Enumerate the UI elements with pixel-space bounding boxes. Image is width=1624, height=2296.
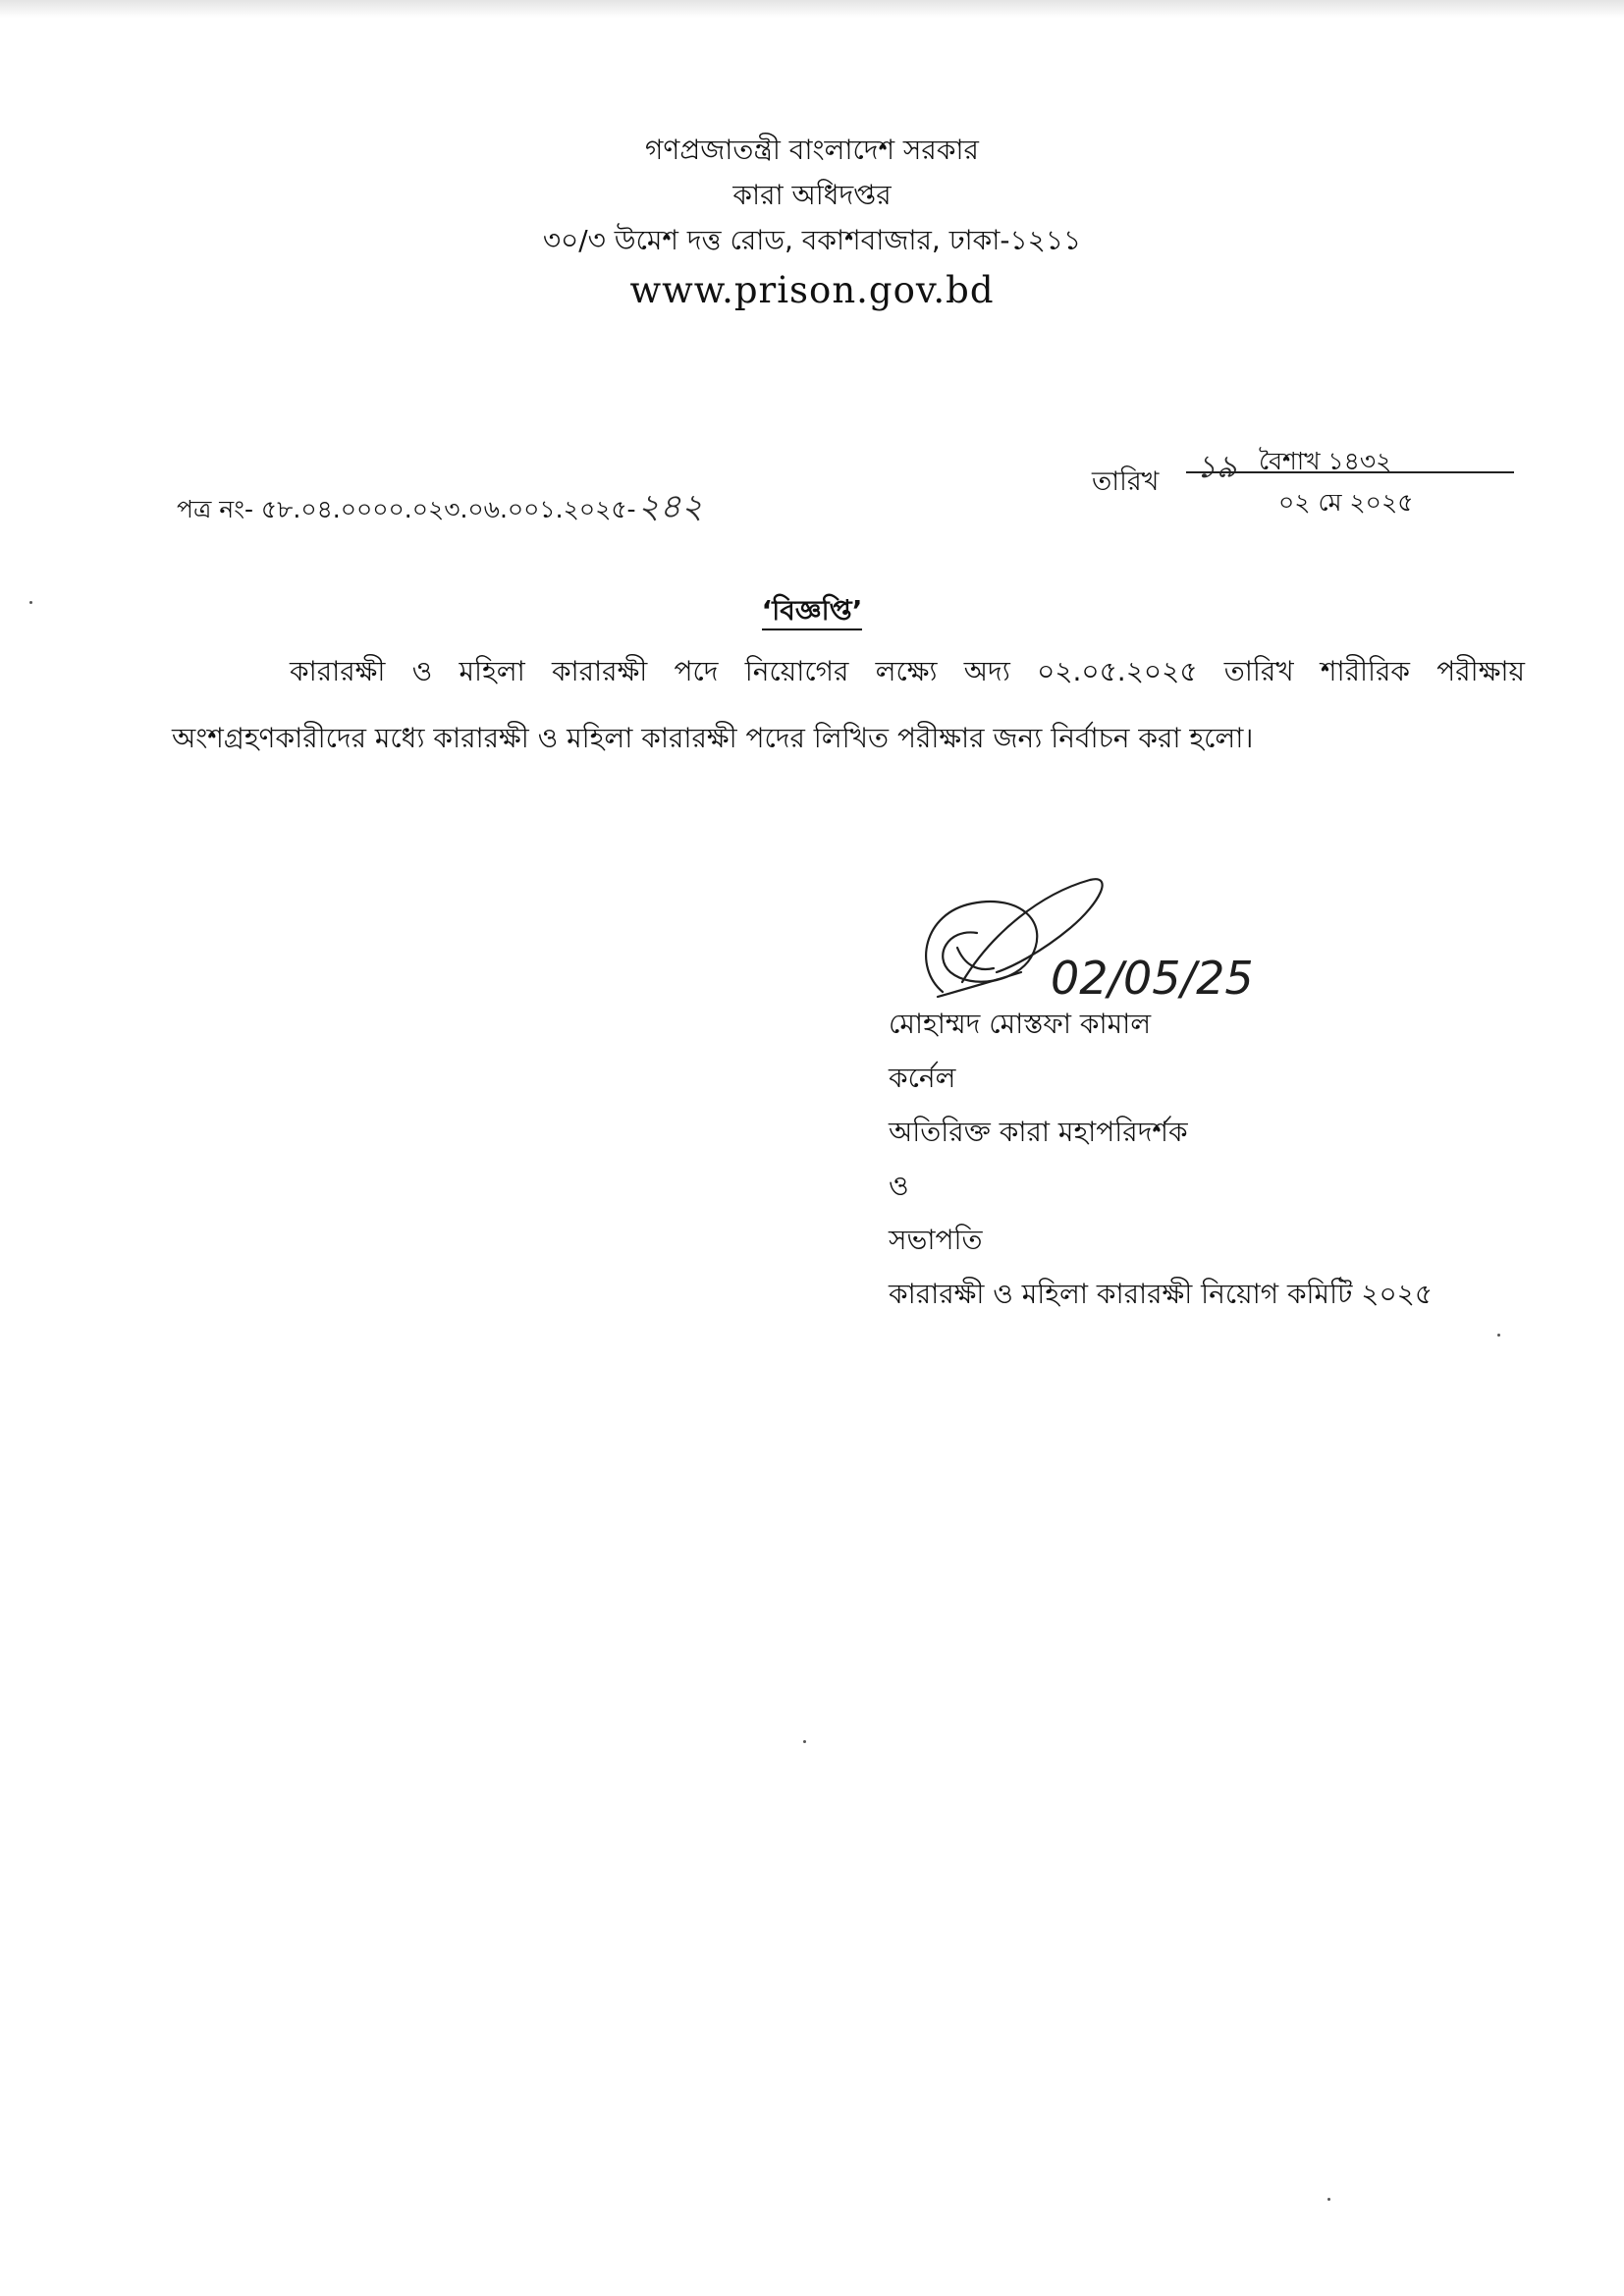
notice-body: কারারক্ষী ও মহিলা কারারক্ষী পদে নিয়োগের লক্ষ্যে অদ্য ০২.০৫.২০২৫ তারিখ শারীরিক পরীক্ষায় অংশগ্রহণকারীদের মধ্যে কারারক্ষী ও মহিলা কারারক্ষী পদের লিখিত পরীক্ষার জন্য নির্বাচন করা হলো। xyxy=(172,655,1525,754)
date-handwritten-day: ১৯ xyxy=(1196,448,1237,485)
memo-number xyxy=(177,481,703,537)
signatory-block xyxy=(889,997,1433,1321)
office-address: ৩০/৩ উমেশ দত্ত রোড, বকাশবাজার, ঢাকা-১২১১ xyxy=(542,224,1082,256)
scan-speck xyxy=(29,601,32,604)
scan-speck xyxy=(1497,1334,1500,1337)
scan-speck xyxy=(1327,2198,1330,2201)
notice-title xyxy=(0,589,1624,635)
government-name: গণপ্রজাতন্ত্রী বাংলাদেশ সরকার xyxy=(645,134,979,166)
date-bangla: বৈশাখ ১৪৩২ xyxy=(1259,447,1392,475)
signatory-designation: অতিরিক্ত কারা মহাপরিদর্শক xyxy=(889,1116,1188,1148)
scan-edge-shadow xyxy=(0,0,1624,18)
website-link[interactable]: www.prison.gov.bd xyxy=(629,269,995,311)
signatory-rank: কর্নেল xyxy=(889,1062,956,1094)
memo-number-text: পত্র নং- ৫৮.০৪.০০০০.০২৩.০৬.০০১.২০২৫- xyxy=(177,495,636,523)
signature-stroke xyxy=(938,972,1021,997)
date-english: ০২ মে ২০২৫ xyxy=(1278,488,1414,517)
scan-speck xyxy=(803,1740,806,1743)
date-label: তারিখ xyxy=(1092,466,1160,497)
signatory-conjunction: ও xyxy=(889,1170,909,1202)
letterhead xyxy=(0,128,1624,318)
date-block xyxy=(1092,442,1514,530)
department-name: কারা অধিদপ্তর xyxy=(732,179,892,211)
signature-stroke xyxy=(957,948,994,969)
notice-title-text: ‘বিজ্ঞপ্তি’ xyxy=(762,594,863,630)
signatory-committee: কারারক্ষী ও মহিলা কারারক্ষী নিয়োগ কমিটি ২০২৫ xyxy=(889,1278,1434,1310)
signatory-role: সভাপতি xyxy=(889,1224,983,1256)
memo-handwritten-suffix: ২৪২ xyxy=(637,487,703,526)
signature-date: 02/05/25 xyxy=(1051,952,1254,1005)
date-divider xyxy=(1186,471,1514,473)
signatory-name: মোহাম্মদ মোস্তফা কামাল xyxy=(889,1008,1152,1040)
